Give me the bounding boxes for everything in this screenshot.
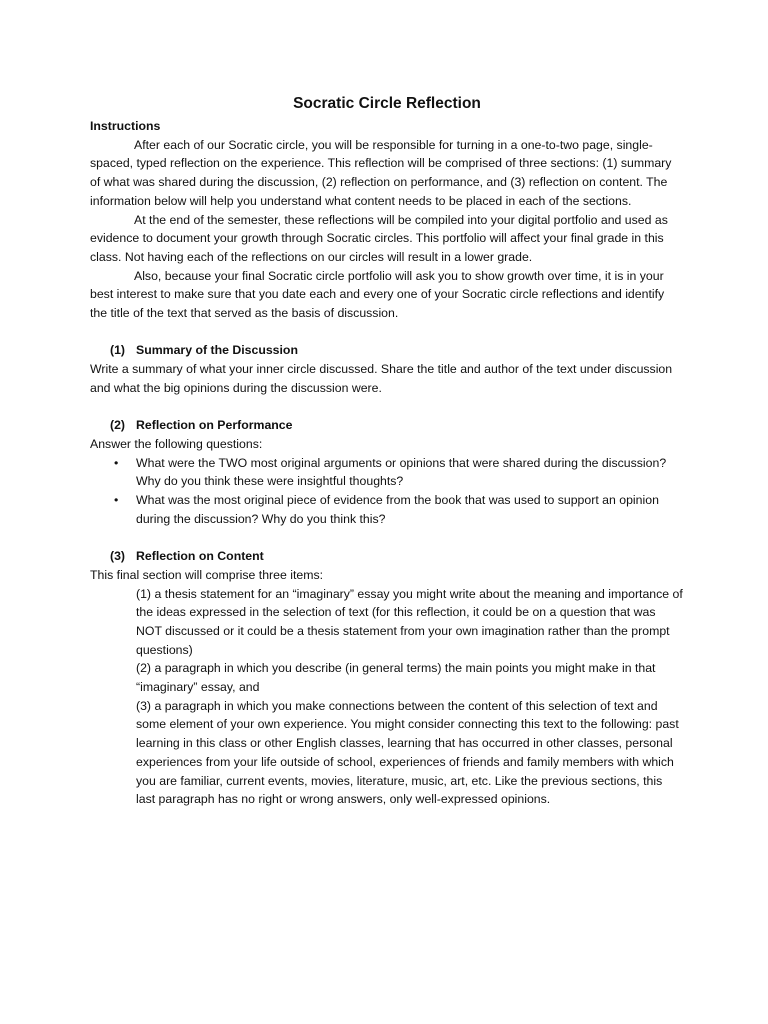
instructions-paragraph-2: At the end of the semester, these reflections will be compiled into your digital portfolio and used as evidence to document your growth through Socratic circles. This portfolio will affect your final grade in this class. Not having each of the reflections on our circles will result in a lower grade. (90, 212, 668, 264)
section-1-body: Write a summary of what your inner circle discussed. Share the title and author of the text under discussion and what the big opinions during the discussion were. (90, 362, 673, 395)
spacer (90, 528, 684, 547)
bullet-icon: • (114, 493, 119, 508)
section-1-number: (1) (110, 343, 126, 358)
list-item (114, 491, 684, 528)
list-item: (2) a paragraph in which you describe (in general terms) the main points you might make in that “imaginary” essay, and (136, 661, 656, 695)
section-1-title: Summary of the Discussion (136, 343, 298, 358)
section-2-intro: Answer the following questions: (90, 436, 263, 451)
section-3-title: Reflection on Content (136, 549, 264, 564)
section-2-title: Reflection on Performance (136, 418, 293, 433)
question-text: What was the most original piece of evidence from the book that was used to support an opinion during the discussion? Why do you think this? (136, 493, 659, 526)
instructions-paragraph-3: Also, because your final Socratic circle portfolio will ask you to show growth over time, it is in your best interest to make sure that you date each and every one of your Socratic circle reflections and identify the title of the text that served as the basis of discussion. (90, 268, 665, 321)
list-item: (1) a thesis statement for an “imaginary” essay you might write about the meaning and importance of the ideas expressed in the selection of text (for this reflection, it could be on a question that was NOT discussed or it could be a thesis statement from your own imagination rather than the prompt questions) (136, 586, 683, 657)
list-item: (3) a paragraph in which you make connections between the content of this selection of text and some element of your own experience. You might consider connecting this text to the following: past learning in this class or other English classes, learning that has occurred in other classes, personal experiences from your life outside of school, experiences of friends and family members with which you are familiar, current events, movies, literature, music, art, etc. Like the previous sections, this last paragraph has no right or wrong answers, only well-expressed opinions. (136, 698, 679, 807)
document-page (90, 94, 684, 809)
spacer (90, 323, 684, 342)
instructions-label: Instructions (90, 119, 161, 133)
spacer (90, 398, 684, 417)
section-3-number: (3) (110, 549, 126, 564)
section-3-intro: This final section will comprise three items: (90, 567, 324, 582)
list-item (114, 454, 684, 491)
section-3-item-list (90, 585, 684, 809)
bullet-icon: • (114, 455, 119, 470)
question-text: What were the TWO most original arguments or opinions that were shared during the discussion? Why do you think these were insightful thoughts? (136, 455, 667, 489)
section-3-heading (90, 547, 684, 566)
section-1-heading (90, 341, 684, 360)
section-2-heading (90, 416, 684, 435)
document-title: Socratic Circle Reflection (293, 95, 481, 112)
instructions-paragraph-1: After each of our Socratic circle, you will be responsible for turning in a one-to-two page, single-spaced, typed reflection on the experience. This reflection will be comprised of three sections: (1) summary of what was shared during the discussion, (2) reflection on performance, and (3) reflection on content. The information below will help you understand what content needs to be placed in each of the sections. (90, 137, 672, 208)
section-2-number: (2) (110, 418, 126, 433)
section-2-question-list (90, 454, 684, 529)
